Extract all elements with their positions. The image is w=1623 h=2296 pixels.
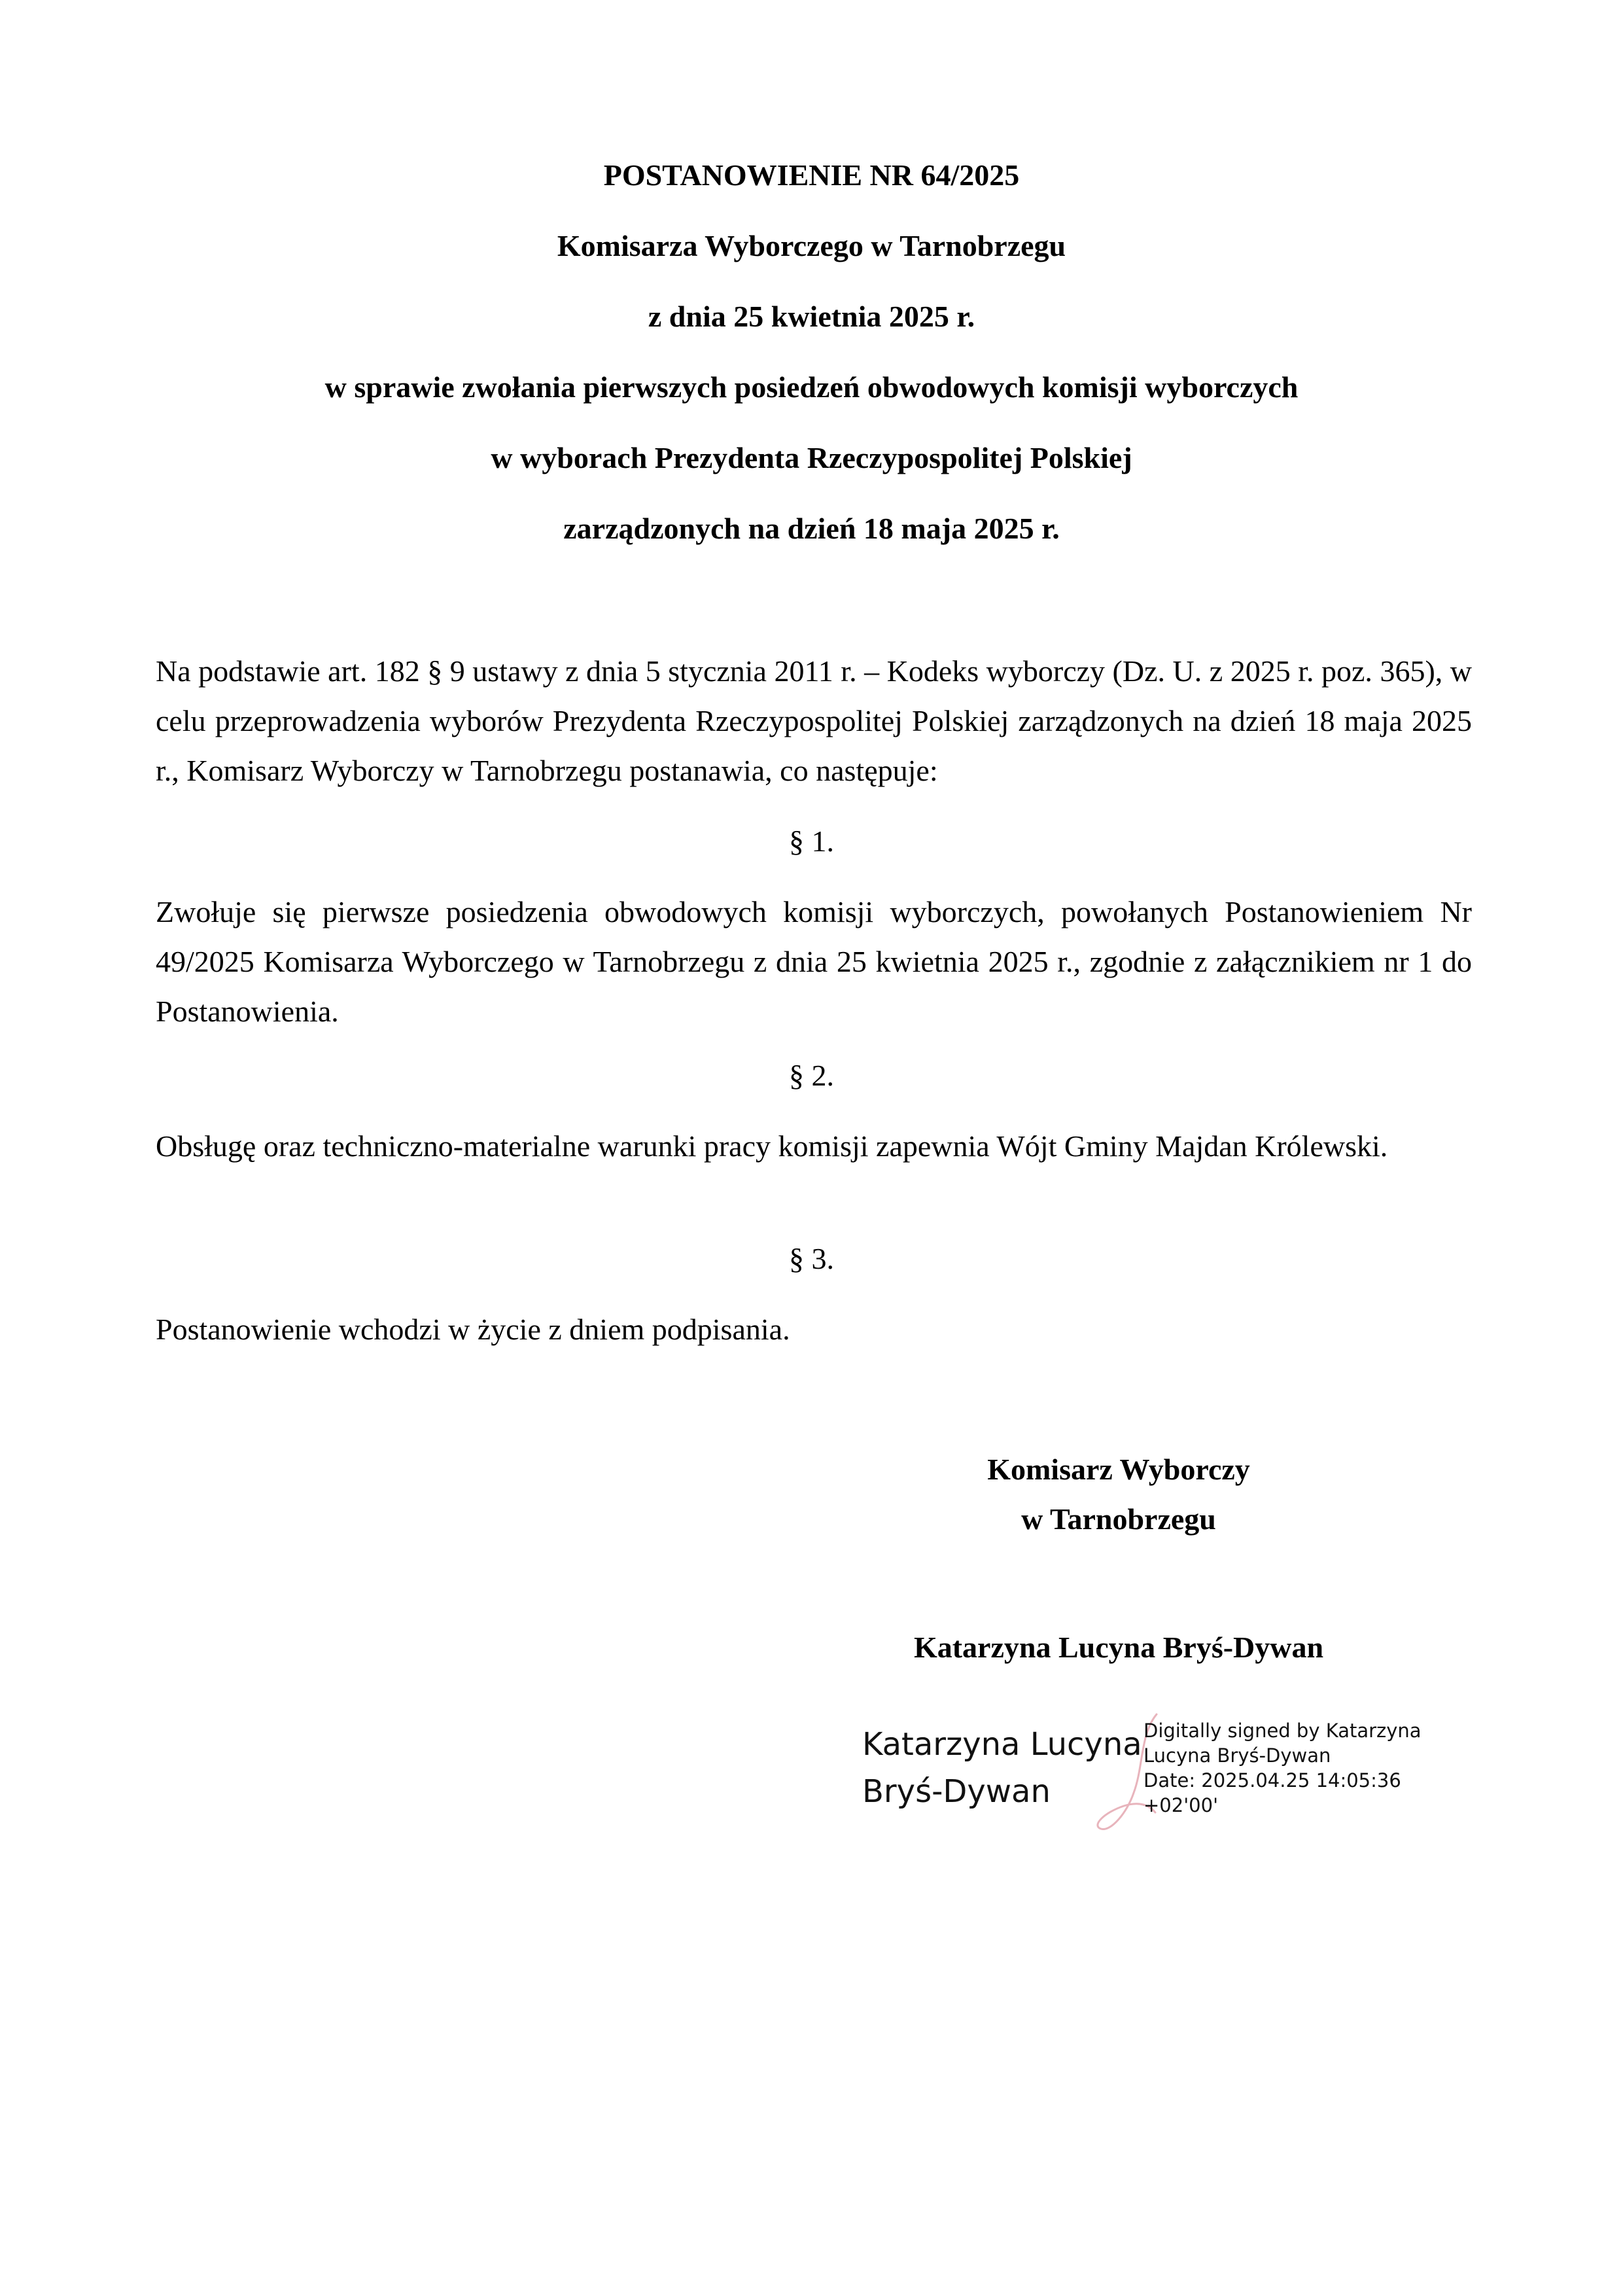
digital-signature-info <box>1143 1718 1422 1818</box>
issue-date: z dnia 25 kwietnia 2025 r. <box>648 300 975 333</box>
digital-signature-info-line-2: Lucyna Bryś-Dywan <box>1143 1744 1331 1767</box>
digital-signature-name <box>862 1721 1142 1815</box>
issuing-authority: Komisarza Wyborczego w Tarnobrzegu <box>557 229 1066 262</box>
section-symbol-2: § 2. <box>789 1059 834 1092</box>
document-title: POSTANOWIENIE NR 64/2025 <box>603 158 1020 192</box>
digital-signature-name-line-1: Katarzyna Lucyna <box>862 1726 1142 1763</box>
digital-signature-date: Date: 2025.04.25 14:05:36 <box>1143 1769 1401 1792</box>
signer-office <box>903 1445 1335 1544</box>
section-symbol-1: § 1. <box>789 824 834 858</box>
subject-line-3: zarządzonych na dzień 18 maja 2025 r. <box>563 512 1060 545</box>
signer-office-line-1: Komisarz Wyborczy <box>987 1453 1250 1486</box>
signer-office-line-2: w Tarnobrzegu <box>1021 1502 1216 1536</box>
subject-line-2: w wyborach Prezydenta Rzeczypospolitej Polskiej <box>491 441 1132 474</box>
document-header <box>0 149 1623 573</box>
signer-name: Katarzyna Lucyna Bryś-Dywan <box>913 1631 1324 1664</box>
section-text-3: Postanowienie wchodzi w życie z dniem podpisania. <box>156 1313 790 1346</box>
section-text-1: Zwołuje się pierwsze posiedzenia obwodowych komisji wyborczych, powołanych Postanowieniem Nr 49/2025 Komisarza Wyborczego w Tarnobrzegu z dnia 25 kwietnia 2025 r., zgodnie z załącznikiem nr 1 do Postanowienia. <box>156 895 1472 1028</box>
legal-basis-paragraph: Na podstawie art. 182 § 9 ustawy z dnia 5 stycznia 2011 r. – Kodeks wyborczy (Dz. U. z 2025 r. poz. 365), w celu przeprowadzenia wyborów Prezydenta Rzeczypospolitej Polskiej zarządzonych na dzień 18 maja 2025 r., Komisarz Wyborczy w Tarnobrzegu postanawia, co następuje: <box>156 654 1472 787</box>
section-text-2: Obsługę oraz techniczno-materialne warunki pracy komisji zapewnia Wójt Gminy Majdan Królewski. <box>156 1129 1388 1163</box>
digital-signature-name-line-2: Bryś-Dywan <box>862 1773 1051 1810</box>
digital-signature-info-line-1: Digitally signed by Katarzyna <box>1143 1720 1422 1742</box>
subject-line-1: w sprawie zwołania pierwszych posiedzeń obwodowych komisji wyborczych <box>324 370 1299 404</box>
digital-signature <box>862 1708 1451 1839</box>
signer-name-block <box>903 1623 1335 1672</box>
digital-signature-timezone: +02'00' <box>1143 1794 1219 1816</box>
section-symbol-3: § 3. <box>789 1242 834 1275</box>
